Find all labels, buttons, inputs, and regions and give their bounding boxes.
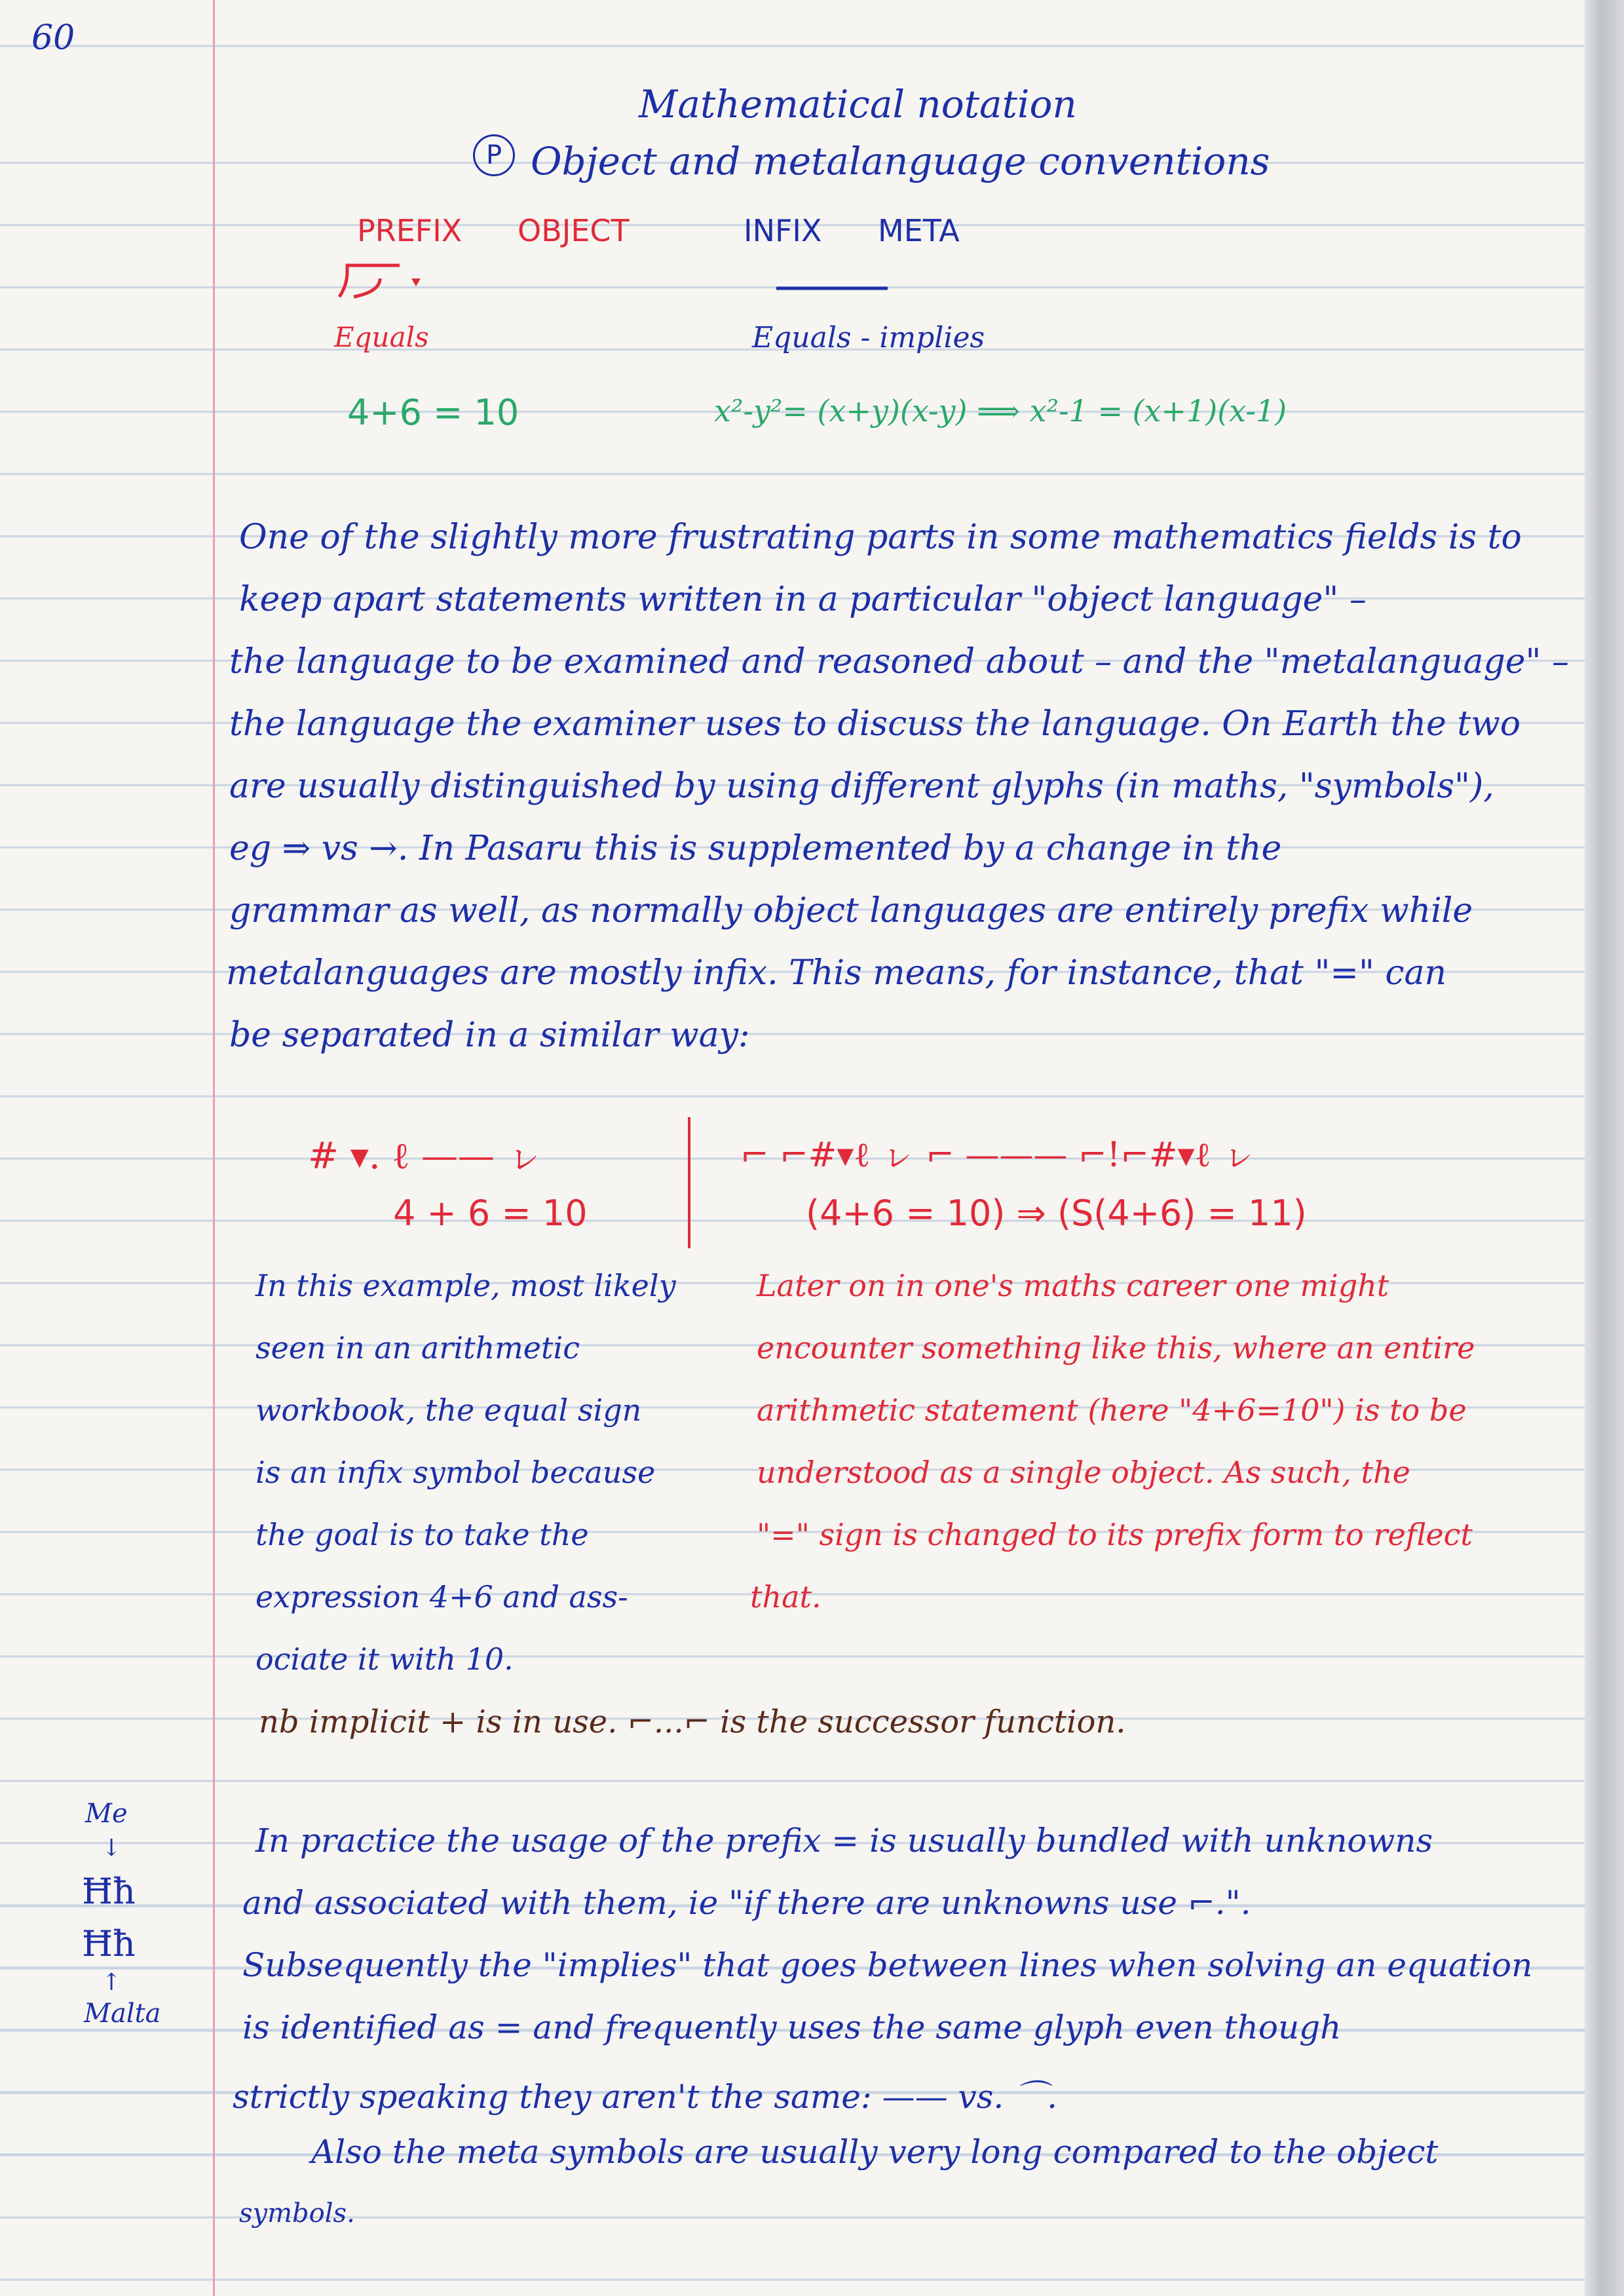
left-column-line: ociate it with 10. bbox=[255, 1641, 514, 1677]
margin-note-bottom: Malta bbox=[84, 1999, 161, 2029]
right-example-glyphs: ⌐ ⌐#▾ℓ ㇾ ⌐ ——— ⌐!⌐#▾ℓ ㇾ bbox=[740, 1136, 1256, 1175]
paragraph2-line: Also the meta symbols are usually very long compared to the object bbox=[311, 2133, 1439, 2171]
left-column-line: the goal is to take the bbox=[255, 1517, 589, 1552]
left-example-glyphs: # ▾. ℓ —— ㇾ bbox=[308, 1135, 543, 1177]
left-column-line: workbook, the equal sign bbox=[255, 1392, 642, 1428]
left-example-math: 4 + 6 = 10 bbox=[393, 1193, 588, 1234]
right-example-math: (4+6 = 10) ⇒ (S(4+6) = 11) bbox=[806, 1193, 1307, 1234]
left-equals-label: Equals bbox=[334, 321, 429, 353]
right-column-line: arithmetic statement (here "4+6=10") is to be bbox=[757, 1392, 1467, 1428]
example-divider bbox=[688, 1117, 690, 1248]
right-expression: x²-y²= (x+y)(x-y) ⟹ x²-1 = (x+1)(x-1) bbox=[714, 393, 1287, 429]
right-equals-label: Equals - implies bbox=[752, 321, 985, 354]
paragraph2-line: In practice the usage of the prefix = is usually bundled with unknowns bbox=[255, 1822, 1433, 1860]
page-number: 60 bbox=[31, 18, 75, 58]
header-infix: INFIX bbox=[744, 213, 822, 248]
left-column-line: seen in an arithmetic bbox=[255, 1330, 580, 1366]
page-subtitle: Object and metalanguage conventions bbox=[531, 139, 1270, 183]
margin-arrow-up: ↑ bbox=[102, 1969, 122, 1996]
paragraph2-line: and associated with them, ie "if there are unknowns use ⌐.". bbox=[242, 1884, 1251, 1922]
paragraph1-line: be separated in a similar way: bbox=[229, 1016, 750, 1055]
header-meta: META bbox=[878, 213, 960, 248]
page-title: Mathematical notation bbox=[639, 82, 1077, 126]
prefix-equals-glyph bbox=[334, 259, 426, 305]
right-column-line: Later on in one's maths career one might bbox=[757, 1268, 1389, 1303]
left-column-line: In this example, most likely bbox=[255, 1268, 676, 1303]
right-column-line: understood as a single object. As such, the bbox=[757, 1455, 1410, 1490]
left-column-line: expression 4+6 and ass- bbox=[255, 1579, 628, 1615]
paragraph2-line: strictly speaking they aren't the same: —— vs. ⌒. bbox=[233, 2078, 1058, 2116]
note-line: nb implicit + is in use. ⌐...⌐ is the successor function. bbox=[259, 1704, 1126, 1740]
right-column-line: encounter something like this, where an entire bbox=[757, 1330, 1475, 1366]
paragraph1-line: eg ⇒ vs →. In Pasaru this is supplemented by a change in the bbox=[229, 829, 1282, 868]
paragraph1-line: One of the slightly more frustrating parts in some mathematics fields is to bbox=[239, 518, 1522, 557]
paragraph1-line: are usually distinguished by using different glyphs (in maths, "symbols"), bbox=[229, 767, 1494, 806]
right-column-line: "=" sign is changed to its prefix form to reflect bbox=[757, 1517, 1473, 1552]
margin-note-top: Me bbox=[85, 1799, 128, 1829]
left-expression: 4+6 = 10 bbox=[347, 392, 519, 433]
margin-note-glyph2: Ħħ bbox=[82, 1923, 136, 1964]
right-column-line: that. bbox=[750, 1579, 821, 1615]
margin-arrow-down: ↓ bbox=[102, 1835, 122, 1862]
paragraph2-line: symbols. bbox=[239, 2198, 355, 2229]
header-prefix: PREFIX bbox=[357, 213, 463, 248]
infix-equals-glyph bbox=[776, 282, 894, 295]
paragraph1-line: the language to be examined and reasoned about – and the "metalanguage" – bbox=[229, 642, 1569, 681]
margin-line bbox=[213, 0, 215, 2296]
circled-letter: P bbox=[473, 134, 515, 176]
margin-note-glyph1: Ħħ bbox=[82, 1871, 136, 1912]
left-column-line: is an infix symbol because bbox=[255, 1455, 656, 1490]
paragraph2-line: Subsequently the "implies" that goes between lines when solving an equation bbox=[242, 1946, 1533, 1984]
paragraph2-line: is identified as = and frequently uses the same glyph even though bbox=[242, 2008, 1342, 2046]
paragraph1-line: the language the examiner uses to discuss the language. On Earth the two bbox=[229, 704, 1521, 744]
paragraph1-line: metalanguages are mostly infix. This means, for instance, that "=" can bbox=[226, 953, 1447, 993]
header-object: OBJECT bbox=[518, 213, 630, 248]
paragraph1-line: grammar as well, as normally object languages are entirely prefix while bbox=[229, 891, 1473, 930]
page-edge bbox=[1585, 0, 1624, 2296]
paragraph1-line: keep apart statements written in a particular "object language" – bbox=[239, 580, 1367, 619]
